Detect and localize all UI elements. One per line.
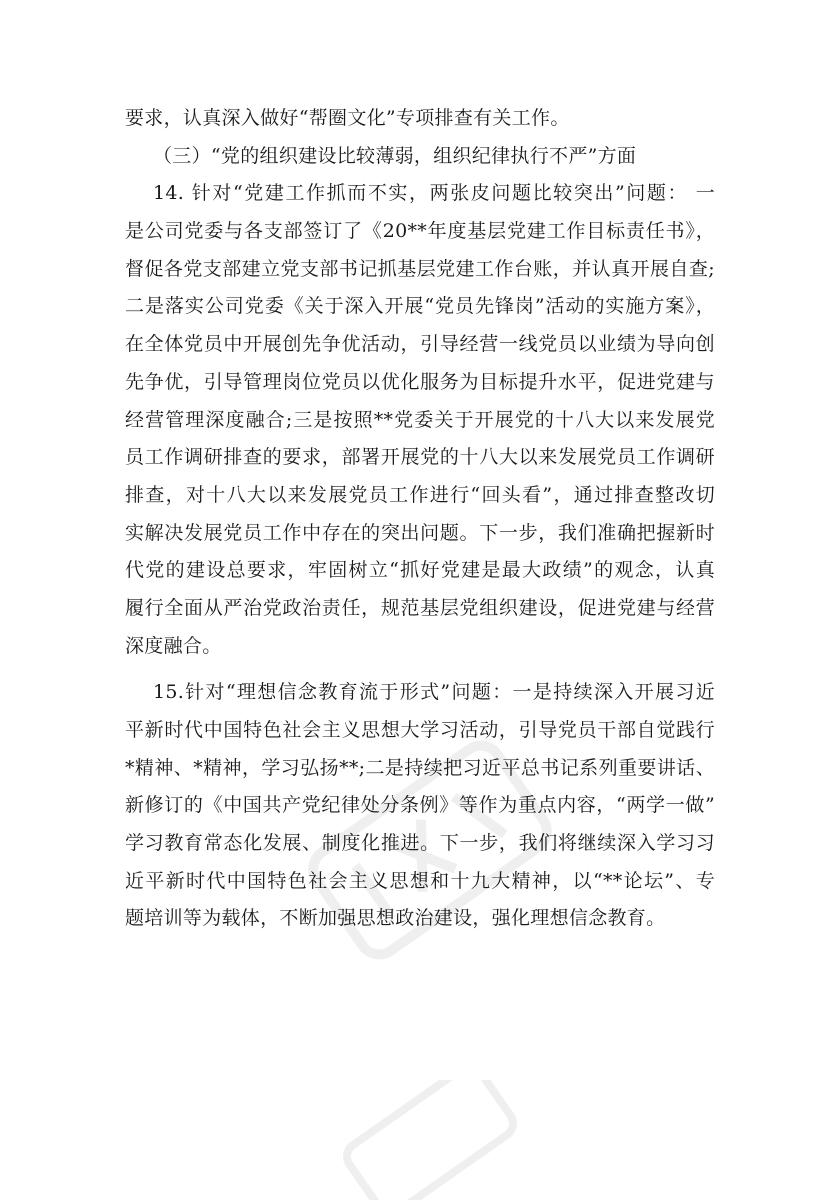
text-line: *精神、*精神，学习弘扬**;二是持续把习近平总书记系列重要讲话、	[125, 756, 715, 779]
text-line: 督促各党支部建立党支部书记抓基层党建工作台账，并认真开展自查;	[125, 257, 715, 280]
text-line: 实解决发展党员工作中存在的突出问题。下一步，我们准确把握新时	[125, 521, 715, 544]
text-line: 二是落实公司党委《关于深入开展“党员先锋岗”活动的实施方案》，	[125, 295, 715, 318]
text-line: 深度融合。	[125, 634, 222, 657]
text-line: 平新时代中国特色社会主义思想大学习活动，引导党员干部自觉践行	[125, 719, 715, 741]
text-line: 题培训等为载体，不断加强思想政治建设，强化理想信念教育。	[125, 907, 666, 930]
text-line: 15.针对“理想信念教育流于形式”问题：一是持续深入开展习近	[153, 681, 715, 704]
text-line: 近平新时代中国特色社会主义思想和十九大精神，以“**论坛”、专	[125, 869, 715, 892]
text-line: 学习教育常态化发展、制度化推进。下一步，我们将继续深入学习习	[125, 832, 715, 855]
body-text	[125, 100, 715, 938]
text-line: 员工作调研排查的要求，部署开展党的十八大以来发展党员工作调研	[125, 446, 715, 469]
text-line: 履行全面从严治党政治责任，规范基层党组织建设，促进党建与经营	[125, 596, 715, 619]
text-line: 排查，对十八大以来发展党员工作进行“回头看”，通过排查整改切	[125, 483, 715, 506]
text-line: 新修订的《中国共产党纪律处分条例》等作为重点内容，“两学一做”	[125, 794, 715, 817]
text-line: 先争优，引导管理岗位党员以优化服务为目标提升水平，促进党建与	[125, 370, 715, 393]
text-line: 14. 针对“党建工作抓而不实，两张皮问题比较突出”问题： 一	[153, 182, 715, 205]
text-line: 代党的建设总要求，牢固树立“抓好党建是最大政绩”的观念，认真	[125, 559, 715, 582]
text-line: 在全体党员中开展创先争优活动，引导经营一线党员以业绩为导向创	[125, 333, 715, 356]
section-heading: （三）“党的组织建设比较薄弱，组织纪律执行不严”方面	[153, 144, 637, 167]
text-line: 是公司党委与各支部签订了《20**年度基层党建工作目标责任书》，	[125, 220, 715, 243]
text-line: 经营管理深度融合;三是按照**党委关于开展党的十八大以来发展党	[125, 408, 715, 431]
text-line: 要求，认真深入做好“帮圈文化”专项排查有关工作。	[125, 107, 570, 129]
watermark-logo-bottom	[330, 1080, 530, 1200]
